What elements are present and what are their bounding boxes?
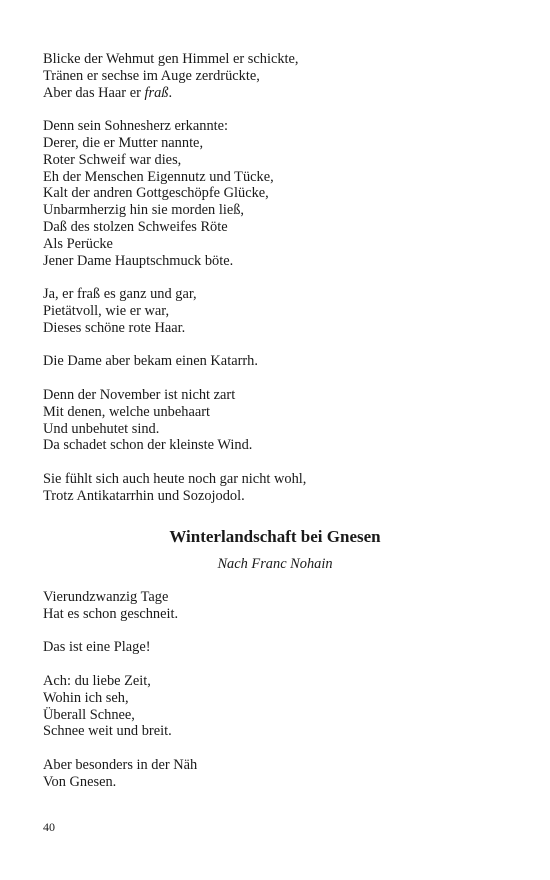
verse-line: Überall Schnee,	[43, 706, 135, 723]
stanza	[43, 639, 513, 656]
poem-subtitle: Nach Franc Nohain	[217, 556, 333, 572]
verse-line: Ach: du liebe Zeit,	[43, 672, 151, 689]
verse-line: Als Perücke	[43, 235, 113, 252]
verse-line: Roter Schweif war dies,	[43, 151, 182, 168]
verse-line: Denn der November ist nicht zart	[43, 386, 236, 403]
verse-line: Von Gnesen.	[43, 773, 117, 790]
italic-word: fraß	[144, 84, 169, 101]
verse-line: Kalt der andren Gottgeschöpfe Glücke,	[43, 185, 269, 202]
poem-1-text	[43, 51, 513, 521]
verse-line: Trotz Antikatarrhin und Sozojodol.	[43, 487, 245, 504]
verse-line: Eh der Menschen Eigennutz und Tücke,	[43, 168, 274, 185]
verse-line: Das ist eine Plage!	[43, 639, 151, 656]
verse-line: Hat es schon geschneit.	[43, 605, 179, 622]
verse-line: Unbarmherzig hin sie morden ließ,	[43, 202, 245, 219]
stanza	[43, 471, 513, 505]
page-number: 40	[43, 820, 55, 834]
verse-line: Mit denen, welche unbehaart	[43, 403, 211, 420]
verse-line: Da schadet schon der kleinste Wind.	[43, 437, 253, 454]
verse-line: Dieses schöne rote Haar.	[43, 319, 186, 336]
verse-line: Pietätvoll, wie er war,	[43, 302, 170, 319]
stanza	[43, 589, 513, 623]
verse-line: Daß des stolzen Schweifes Röte	[43, 218, 228, 235]
stanza	[43, 286, 513, 336]
stanza	[43, 353, 513, 370]
verse-line: Schnee weit und breit.	[43, 723, 172, 740]
verse-line: Sie fühlt sich auch heute noch gar nicht wohl,	[43, 470, 307, 487]
verse-line: Vierundzwanzig Tage	[43, 589, 169, 605]
verse-line: Jener Dame Hauptschmuck böte.	[43, 252, 234, 269]
verse-line: Die Dame aber bekam einen Katarrh.	[43, 353, 258, 370]
verse-line: Derer, die er Mutter nannte,	[43, 134, 204, 151]
poem-title: Winterlandschaft bei Gnesen	[169, 527, 381, 546]
verse-line: Aber besonders in der Näh	[43, 756, 198, 773]
verse-line	[43, 85, 513, 102]
verse-line: Ja, er fraß es ganz und gar,	[43, 286, 197, 303]
stanza	[43, 51, 513, 101]
verse-line: Denn sein Sohnesherz erkannte:	[43, 118, 229, 135]
verse-line: Blicke der Wehmut gen Himmel er schickte,	[43, 51, 299, 67]
verse-line: Und unbehutet sind.	[43, 420, 160, 437]
stanza	[43, 757, 513, 791]
verse-line: Wohin ich seh,	[43, 689, 129, 706]
verse-line: Tränen er sechse im Auge zerdrückte,	[43, 67, 260, 84]
stanza	[43, 387, 513, 454]
poem-2-text	[43, 589, 513, 807]
stanza	[43, 118, 513, 269]
poem-2-heading	[0, 527, 550, 573]
verse-line-end: .	[168, 84, 173, 101]
stanza	[43, 673, 513, 740]
verse-line-start: Aber das Haar er	[43, 84, 145, 101]
